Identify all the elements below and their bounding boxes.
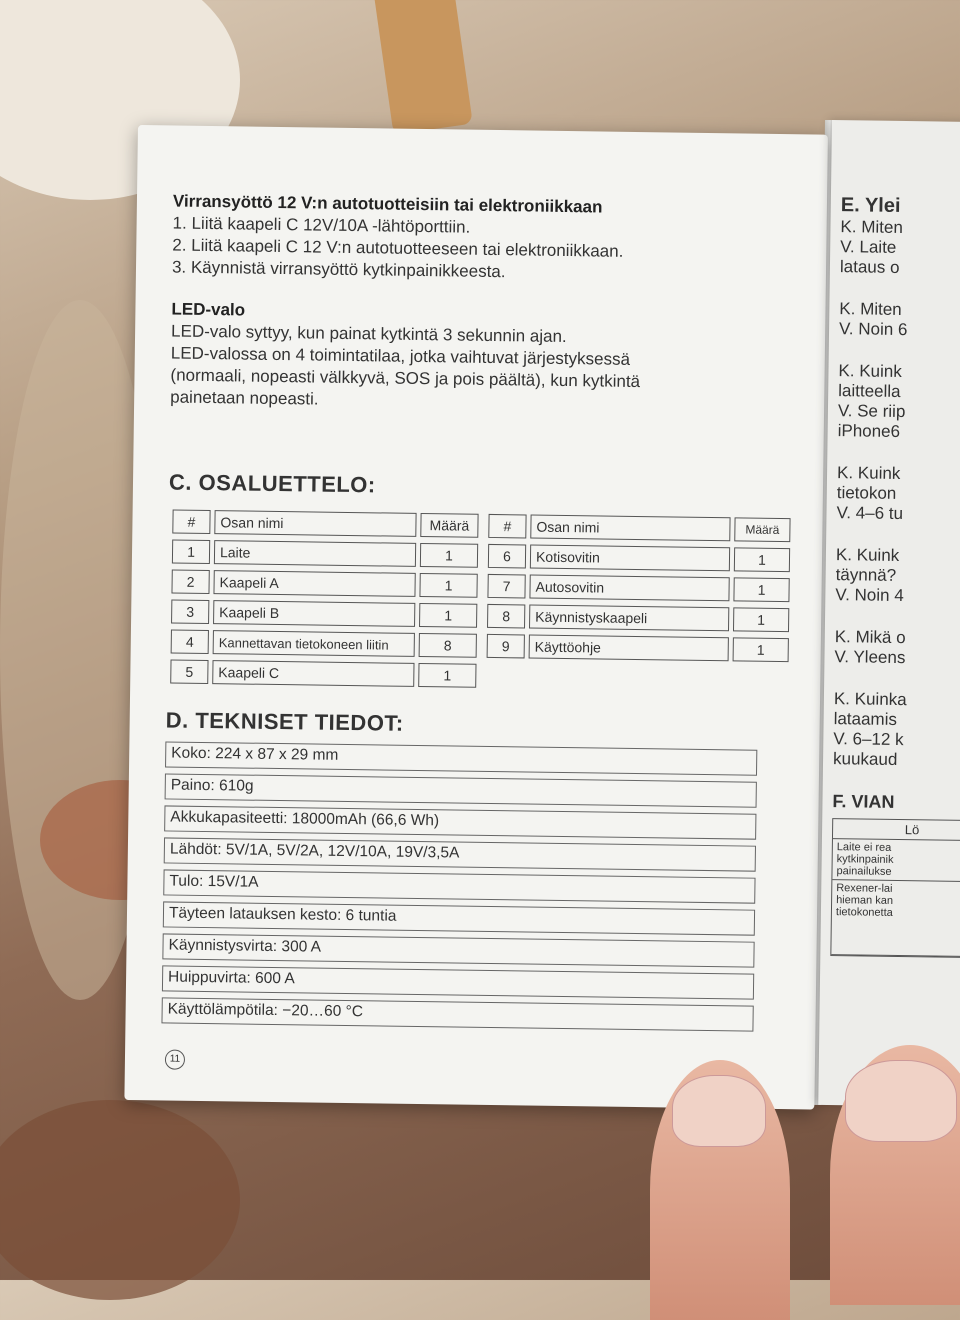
part-qty: 1 bbox=[733, 607, 789, 632]
part-qty: 1 bbox=[734, 547, 790, 572]
part-qty: 1 bbox=[733, 637, 789, 662]
table-row bbox=[171, 570, 477, 598]
part-qty: 1 bbox=[733, 577, 789, 602]
part-name: Kotisovitin bbox=[530, 545, 730, 572]
spec-row: Käynnistysvirta: 300 A bbox=[162, 933, 754, 967]
part-name: Laite bbox=[214, 540, 416, 567]
parts-table-right bbox=[483, 508, 795, 668]
part-num: 8 bbox=[487, 604, 525, 629]
header-qty: Määrä bbox=[734, 517, 790, 542]
supply-line: 1. Liitä kaapeli C 12V/10A -lähtöporttiin. bbox=[172, 213, 471, 237]
table-row bbox=[487, 604, 789, 632]
supply-heading: Virransyöttö 12 V:n autotuotteisiin tai elektroniikkaan bbox=[172, 191, 603, 217]
part-name: Kaapeli C bbox=[212, 660, 414, 687]
parts-table-left bbox=[166, 503, 483, 693]
faq-line: K. Miten bbox=[840, 217, 903, 237]
chair-leg bbox=[367, 0, 473, 135]
faq-line: V. 4–6 tu bbox=[836, 503, 904, 524]
faq-line: kuukaud bbox=[832, 749, 898, 769]
spec-row: Akkukapasiteetti: 18000mAh (66,6 Wh) bbox=[164, 805, 756, 839]
faq-line: V. 6–12 k bbox=[833, 729, 904, 750]
led-line: LED-valossa on 4 toimintatilaa, jotka vaihtuvat järjestyksessä bbox=[170, 343, 631, 369]
faq-line: laitteella bbox=[838, 381, 901, 401]
faq-line: V. Laite bbox=[840, 237, 897, 257]
table-cell-line: painailukse bbox=[836, 865, 892, 878]
table-row bbox=[171, 600, 477, 628]
part-num: 4 bbox=[171, 630, 209, 655]
parts-list bbox=[169, 503, 799, 684]
faq-line: V. Se riip bbox=[837, 401, 906, 422]
faq-line: V. Noin 6 bbox=[838, 319, 908, 340]
faq-line: iPhone6 bbox=[837, 421, 901, 441]
supply-line: 2. Liitä kaapeli C 12 V:n autotuotteeseen tai elektroniikkaan. bbox=[172, 235, 624, 261]
table-cell-line: tietokonetta bbox=[835, 906, 893, 919]
faq-line: K. Mikä o bbox=[834, 627, 906, 648]
specs-title: D. TEKNISET TIEDOT: bbox=[165, 707, 404, 736]
table-row bbox=[487, 574, 789, 602]
faq-line: K. Kuinka bbox=[833, 689, 907, 710]
right-page bbox=[818, 120, 960, 1107]
table-header-row bbox=[172, 510, 478, 538]
part-name: Kaapeli A bbox=[213, 570, 415, 597]
thumbnail bbox=[672, 1075, 766, 1147]
led-line: LED-valo syttyy, kun painat kytkintä 3 sekunnin ajan. bbox=[170, 321, 567, 347]
faq-line: K. Kuink bbox=[836, 463, 901, 483]
led-line: (normaali, nopeasti välkkyvä, SOS ja pois päältä), kun kytkintä bbox=[170, 365, 641, 392]
part-qty: 1 bbox=[420, 543, 478, 568]
spec-row: Käyttölämpötila: −20…60 °C bbox=[161, 997, 753, 1031]
part-num: 9 bbox=[487, 634, 525, 659]
left-page bbox=[124, 125, 828, 1110]
part-name: Kannettavan tietokoneen liitin bbox=[213, 630, 415, 657]
led-heading: LED-valo bbox=[171, 299, 246, 320]
faq-line: tietokon bbox=[836, 483, 897, 503]
faq-line: lataus o bbox=[839, 257, 900, 277]
spec-row: Lähdöt: 5V/1A, 5V/2A, 12V/10A, 19V/3,5A bbox=[164, 837, 756, 871]
header-qty: Määrä bbox=[420, 513, 478, 538]
part-num: 7 bbox=[487, 574, 525, 599]
faq-line: K. Kuink bbox=[835, 545, 900, 565]
spec-row: Täyteen latauksen kesto: 6 tuntia bbox=[163, 901, 755, 935]
spec-row: Huippuvirta: 600 A bbox=[162, 965, 754, 999]
part-qty: 8 bbox=[419, 633, 477, 658]
part-num: 2 bbox=[171, 570, 209, 595]
table-header-row bbox=[488, 514, 790, 542]
table-cell-line: kytkinpainik bbox=[836, 853, 894, 866]
spec-row: Paino: 610g bbox=[165, 773, 757, 807]
part-name: Autosovitin bbox=[529, 575, 729, 602]
table-header: Lö bbox=[833, 819, 960, 841]
part-qty: 1 bbox=[419, 603, 477, 628]
led-line: painetaan nopeasti. bbox=[170, 387, 319, 409]
faq-line: V. Yleens bbox=[834, 647, 906, 668]
table-row bbox=[832, 839, 960, 882]
table-row bbox=[831, 880, 960, 957]
header-num: # bbox=[488, 514, 526, 539]
table-cell-line: hieman kan bbox=[836, 894, 894, 907]
part-num: 5 bbox=[170, 660, 208, 685]
part-num: 1 bbox=[172, 540, 210, 565]
table-row bbox=[172, 540, 478, 568]
spec-row: Koko: 224 x 87 x 29 mm bbox=[165, 741, 757, 775]
table-cell-line: Rexener-lai bbox=[836, 882, 893, 895]
header-num: # bbox=[172, 510, 210, 535]
part-qty: 1 bbox=[418, 663, 476, 688]
faq-line: lataamis bbox=[833, 709, 898, 729]
troubleshoot-heading: F. VIAN bbox=[832, 791, 895, 812]
faq-line: K. Kuink bbox=[838, 361, 902, 381]
supply-section bbox=[169, 191, 793, 504]
table-row bbox=[170, 660, 476, 688]
faq-line: K. Miten bbox=[839, 299, 902, 319]
faq-heading: E. Ylei bbox=[840, 194, 901, 217]
thumbnail bbox=[845, 1060, 957, 1142]
part-name: Käyttöohje bbox=[529, 635, 729, 662]
part-num: 6 bbox=[488, 544, 526, 569]
troubleshoot-table bbox=[830, 818, 960, 958]
table-row bbox=[488, 544, 790, 572]
part-qty: 1 bbox=[419, 573, 477, 598]
part-num: 3 bbox=[171, 600, 209, 625]
header-name: Osan nimi bbox=[530, 515, 730, 542]
parts-title: C. OSALUETTELO: bbox=[168, 469, 376, 498]
specs-section bbox=[161, 707, 759, 1037]
carpet-pattern bbox=[0, 1100, 240, 1300]
supply-line: 3. Käynnistä virransyöttö kytkinpainikkeesta. bbox=[171, 257, 506, 282]
header-name: Osan nimi bbox=[214, 510, 416, 537]
part-name: Käynnistyskaapeli bbox=[529, 605, 729, 632]
page-number: 11 bbox=[165, 1049, 185, 1069]
faq-line: täynnä? bbox=[835, 565, 897, 585]
table-cell-line: Laite ei rea bbox=[836, 841, 892, 854]
faq-section bbox=[830, 194, 960, 958]
faq-line: V. Noin 4 bbox=[835, 585, 904, 606]
table-row bbox=[171, 630, 477, 658]
spec-row: Tulo: 15V/1A bbox=[163, 869, 755, 903]
part-name: Kaapeli B bbox=[213, 600, 415, 627]
table-row bbox=[487, 634, 789, 662]
